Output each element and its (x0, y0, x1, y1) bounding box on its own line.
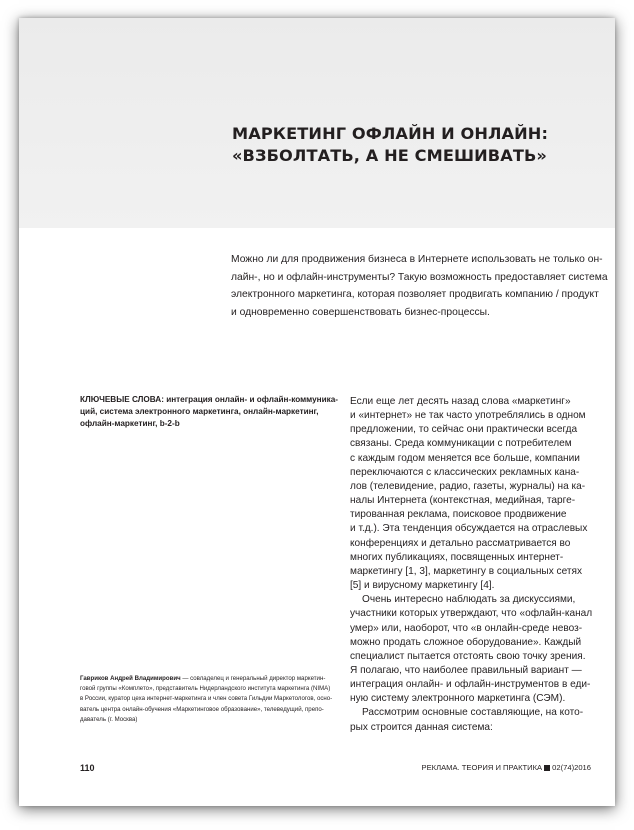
body-line: переключаются с классических рекламных кана- (350, 466, 580, 478)
body-line: многих публикациях, посвященных интернет- (350, 551, 564, 563)
body-line: Очень интересно наблюдать за дискуссиями, (362, 594, 576, 606)
title-line: «ВЗБОЛТАТЬ, А НЕ СМЕШИВАТЬ» (232, 146, 547, 165)
title-line: МАРКЕТИНГ ОФЛАЙН И ОНЛАЙН: (232, 124, 549, 143)
keywords-text: офлайн-маркетинг, b-2-b (80, 418, 180, 428)
body-line: специалист пытается отстоять свою точку зрения. (350, 650, 586, 662)
body-line: интеграция онлайн- и офлайн-инструментов в еди- (350, 679, 591, 691)
body-line: умер» или, наоборот, что «в онлайн-среде невоз- (350, 622, 583, 634)
author-bio: даватель (г. Москва) (80, 715, 138, 723)
author-info (80, 674, 333, 725)
body-line: участники которых утверждают, что «офлайн-канал (350, 608, 593, 620)
body-line: предложении, то сейчас они практически всегда (350, 424, 578, 436)
keywords-block (80, 394, 339, 429)
lead-line: лайн-, но и офлайн-инструменты? Такую возможность предоставляет система (231, 271, 608, 283)
body-line: лов (телевидение, радио, газеты, журналы) на ка- (350, 480, 586, 492)
body-line: маркетингу [1, 3], маркетингу в социальных сетях (350, 565, 583, 577)
article-title (232, 123, 612, 167)
body-line: тированная реклама, поисковое продвижение (350, 509, 567, 521)
article-body (350, 395, 612, 735)
body-line: и «интернет» не так часто употреблялись в одном (350, 410, 586, 422)
journal-name: РЕКЛАМА. ТЕОРИЯ И ПРАКТИКА (421, 763, 543, 772)
body-line: связаны. Среда коммуникации с потребителем (350, 438, 572, 450)
keywords-text: ций, система электронного маркетинга, онлайн-маркетинг, (80, 406, 319, 416)
author-bio: ватель центра онлайн-обучения «Маркетинговое образование», телеведущий, препо- (80, 705, 324, 713)
body-line: налы Интернета (контекстная, медийная, тарге- (350, 495, 576, 507)
author-bio: в России, куратор цеха интернет-маркетинга и член совета Гильдии Маркетологов, осно- (80, 695, 333, 703)
body-line: Я полагаю, что наиболее правильный вариант — (350, 664, 582, 676)
body-line: рых строится данная система: (350, 721, 493, 733)
issue-number: 02(74)2016 (552, 763, 591, 772)
lead-line: Можно ли для продвижения бизнеса в Интернете использовать не только он- (231, 254, 603, 265)
keywords-label: КЛЮЧЕВЫЕ СЛОВА: (80, 395, 164, 404)
author-name: Гавриков Андрей Владимирович (80, 675, 181, 682)
journal-page (19, 18, 615, 806)
journal-footer (422, 763, 591, 772)
keywords-text: интеграция онлайн- и офлайн-коммуника- (163, 395, 339, 404)
author-bio: — совладелец и генеральный директор маркетин- (180, 675, 326, 682)
lead-line: и одновременно совершенствовать бизнес-процессы. (231, 306, 490, 318)
page-number: 110 (80, 763, 95, 773)
body-line: можно продать сложное оборудование». Каждый (350, 636, 582, 648)
author-bio: говой группы «Комплето», представитель Нидерландского института маркетинга (NIMA) (80, 685, 331, 693)
square-bullet-icon (544, 765, 550, 771)
lead-line: электронного маркетинга, которая позволяет продвигать компанию / продукт (231, 289, 599, 301)
body-line: и т.д.). Эта тенденция обсуждается на отраслевых (350, 523, 588, 535)
article-lead (231, 251, 611, 321)
body-line: с каждым годом меняется все больше, компании (350, 452, 580, 464)
body-line: Если еще лет десять назад слова «маркетинг» (350, 396, 571, 407)
body-line: Рассмотрим основные составляющие, на кото- (362, 707, 584, 719)
body-line: [5] и вирусному маркетингу [4]. (350, 580, 495, 592)
body-line: ную систему электронного маркетинга (СЭМ). (350, 693, 566, 705)
body-line: конференциях и детально рассматривается во (350, 537, 571, 549)
